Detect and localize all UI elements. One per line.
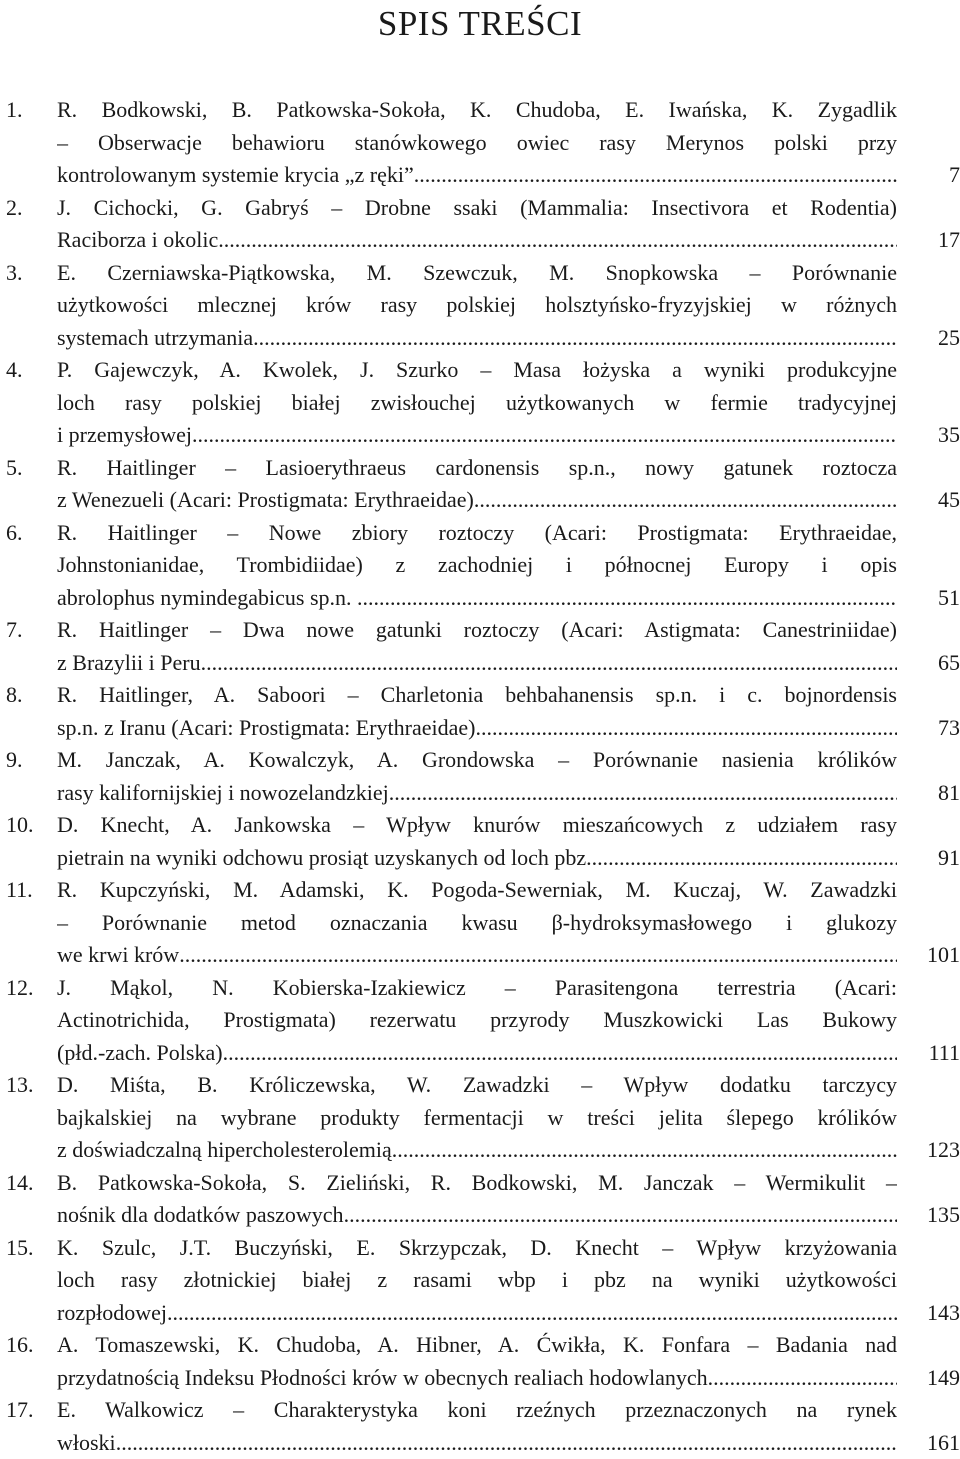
entry-text-line: B. Patkowska-Sokoła, S. Zieliński, R. Bodkowski, M. Janczak – Wermikulit – — [57, 1167, 897, 1200]
entry-number: 3. — [6, 257, 56, 290]
entry-page-number: 81 — [900, 777, 960, 810]
toc-entry — [0, 1232, 960, 1330]
leader-dots — [253, 322, 897, 355]
entry-text-line: loch rasy złotnickiej białej z rasami wbp i pbz na wyniki użytkowości — [57, 1264, 897, 1297]
entry-page-number: 123 — [900, 1134, 960, 1167]
entry-text-line: R. Bodkowski, B. Patkowska-Sokoła, K. Chudoba, E. Iwańska, K. Zygadlik — [57, 94, 897, 127]
entry-text-line: użytkowości mlecznej krów rasy polskiej holsztyńsko-fryzyjskiej w różnych — [57, 289, 897, 322]
entry-page-number: 7 — [900, 159, 960, 192]
toc-entry — [0, 1394, 960, 1459]
toc-entry — [0, 972, 960, 1070]
entry-page-number: 65 — [900, 647, 960, 680]
entry-text-line: R. Haitlinger – Dwa nowe gatunki roztoczy (Acari: Astigmata: Canestriniidae) — [57, 614, 897, 647]
toc-entry — [0, 94, 960, 192]
toc-entry — [0, 452, 960, 517]
entry-page-number: 45 — [900, 484, 960, 517]
entry-text-line: nośnik dla dodatków paszowych — [57, 1199, 344, 1232]
toc-entry — [0, 257, 960, 355]
table-of-contents — [0, 94, 960, 1459]
entry-number: 6. — [6, 517, 56, 550]
toc-entry — [0, 614, 960, 679]
entry-number: 4. — [6, 354, 56, 387]
entry-text-line: – Obserwacje behawioru stanówkowego owiec rasy Merynos polski przy — [57, 127, 897, 160]
toc-entry — [0, 1167, 960, 1232]
entry-text-line: kontrolowanym systemie krycia „z ręki” — [57, 159, 414, 192]
entry-page-number: 161 — [900, 1427, 960, 1459]
entry-text-line: J. Cichocki, G. Gabryś – Drobne ssaki (Mammalia: Insectivora et Rodentia) — [57, 192, 897, 225]
toc-entry — [0, 192, 960, 257]
entry-text-line: systemach utrzymania — [57, 322, 253, 355]
entry-page-number: 91 — [900, 842, 960, 875]
entry-number: 11. — [6, 874, 56, 907]
entry-text-line: J. Mąkol, N. Kobierska-Izakiewicz – Parasitengona terrestria (Acari: — [57, 972, 897, 1005]
entry-page-number: 149 — [900, 1362, 960, 1395]
entry-text-line: abrolophus nymindegabicus sp.n. . — [57, 582, 363, 615]
leader-dots — [201, 647, 897, 680]
entry-number: 13. — [6, 1069, 56, 1102]
leader-dots — [218, 224, 897, 257]
entry-number: 17. — [6, 1394, 56, 1427]
leader-dots — [392, 1134, 897, 1167]
entry-number: 16. — [6, 1329, 56, 1362]
entry-text-line: A. Tomaszewski, K. Chudoba, A. Hibner, A. Ćwikła, K. Fonfara – Badania nad — [57, 1329, 897, 1362]
entry-text-line: R. Haitlinger – Nowe zbiory roztoczy (Acari: Prostigmata: Erythraeidae, — [57, 517, 897, 550]
toc-entry — [0, 874, 960, 972]
leader-dots — [179, 939, 897, 972]
entry-text-line: z Brazylii i Peru — [57, 647, 201, 680]
entry-text-line: E. Czerniawska-Piątkowska, M. Szewczuk, M. Snopkowska – Porównanie — [57, 257, 897, 290]
entry-page-number: 143 — [900, 1297, 960, 1330]
entry-text-line: we krwi krów — [57, 939, 179, 972]
entry-text-line: loch rasy polskiej białej zwisłouchej użytkowanych w fermie tradycyjnej — [57, 387, 897, 420]
entry-text-line: R. Haitlinger – Lasioerythraeus cardonensis sp.n., nowy gatunek roztocza — [57, 452, 897, 485]
entry-text-line: E. Walkowicz – Charakterystyka koni rzeźnych przeznaczonych na rynek — [57, 1394, 897, 1427]
leader-dots — [192, 419, 897, 452]
entry-number: 2. — [6, 192, 56, 225]
entry-number: 12. — [6, 972, 56, 1005]
entry-text-line: z doświadczalną hipercholesterolemią — [57, 1134, 392, 1167]
toc-entry — [0, 1329, 960, 1394]
entry-text-line: włoski — [57, 1427, 116, 1459]
entry-page-number: 51 — [900, 582, 960, 615]
entry-text-line: R. Haitlinger, A. Saboori – Charletonia behbahanensis sp.n. i c. bojnordensis — [57, 679, 897, 712]
toc-entry — [0, 354, 960, 452]
entry-text-line: Actinotrichida, Prostigmata) rezerwatu przyrody Muszkowicki Las Bukowy — [57, 1004, 897, 1037]
entry-number: 1. — [6, 94, 56, 127]
entry-text-line: rozpłodowej — [57, 1297, 167, 1330]
leader-dots — [167, 1297, 897, 1330]
entry-text-line: K. Szulc, J.T. Buczyński, E. Skrzypczak, D. Knecht – Wpływ krzyżowania — [57, 1232, 897, 1265]
toc-entry — [0, 809, 960, 874]
entry-text-line: – Porównanie metod oznaczania kwasu β-hydroksymasłowego i glukozy — [57, 907, 897, 940]
page-title: SPIS TREŚCI — [0, 4, 960, 44]
entry-page-number: 25 — [900, 322, 960, 355]
toc-entry — [0, 744, 960, 809]
leader-dots — [389, 777, 897, 810]
leader-dots — [116, 1427, 897, 1459]
entry-text-line: przydatnością Indeksu Płodności krów w obecnych realiach hodowlanych — [57, 1362, 708, 1395]
leader-dots — [414, 159, 897, 192]
entry-text-line: Johnstonianidae, Trombidiidae) z zachodniej i północnej Europy i opis — [57, 549, 897, 582]
entry-text-line: Raciborza i okolic — [57, 224, 218, 257]
leader-dots — [475, 712, 897, 745]
entry-text-line: D. Miśta, B. Króliczewska, W. Zawadzki – Wpływ dodatku tarczycy — [57, 1069, 897, 1102]
entry-number: 8. — [6, 679, 56, 712]
entry-text-line: pietrain na wyniki odchowu prosiąt uzyskanych od loch pbz — [57, 842, 586, 875]
entry-page-number: 135 — [900, 1199, 960, 1232]
entry-page-number: 17 — [900, 224, 960, 257]
entry-text-line: bajkalskiej na wybrane produkty fermentacji w treści jelita ślepego królików — [57, 1102, 897, 1135]
leader-dots — [344, 1199, 897, 1232]
entry-page-number: 35 — [900, 419, 960, 452]
leader-dots — [708, 1362, 897, 1395]
entry-page-number: 101 — [900, 939, 960, 972]
entry-text-line: sp.n. z Iranu (Acari: Prostigmata: Erythraeidae) — [57, 712, 475, 745]
entry-number: 15. — [6, 1232, 56, 1265]
leader-dots — [586, 842, 897, 875]
entry-text-line: z Wenezueli (Acari: Prostigmata: Erythraeidae) — [57, 484, 474, 517]
entry-number: 7. — [6, 614, 56, 647]
leader-dots — [474, 484, 897, 517]
toc-entry — [0, 1069, 960, 1167]
entry-text-line: D. Knecht, A. Jankowska – Wpływ knurów mieszańcowych z udziałem rasy — [57, 809, 897, 842]
entry-text-line: (płd.-zach. Polska) — [57, 1037, 223, 1070]
entry-text-line: rasy kalifornijskiej i nowozelandzkiej — [57, 777, 389, 810]
toc-entry — [0, 517, 960, 615]
toc-entry — [0, 679, 960, 744]
entry-text-line: i przemysłowej — [57, 419, 192, 452]
entry-number: 9. — [6, 744, 56, 777]
entry-text-line: M. Janczak, A. Kowalczyk, A. Grondowska – Porównanie nasienia królików — [57, 744, 897, 777]
entry-number: 10. — [6, 809, 56, 842]
entry-number: 14. — [6, 1167, 56, 1200]
entry-number: 5. — [6, 452, 56, 485]
entry-page-number: 111 — [900, 1037, 960, 1070]
entry-text-line: P. Gajewczyk, A. Kwolek, J. Szurko – Masa łożyska a wyniki produkcyjne — [57, 354, 897, 387]
leader-dots — [223, 1037, 897, 1070]
entry-page-number: 73 — [900, 712, 960, 745]
entry-text-line: R. Kupczyński, M. Adamski, K. Pogoda-Sewerniak, M. Kuczaj, W. Zawadzki — [57, 874, 897, 907]
leader-dots — [363, 582, 897, 615]
